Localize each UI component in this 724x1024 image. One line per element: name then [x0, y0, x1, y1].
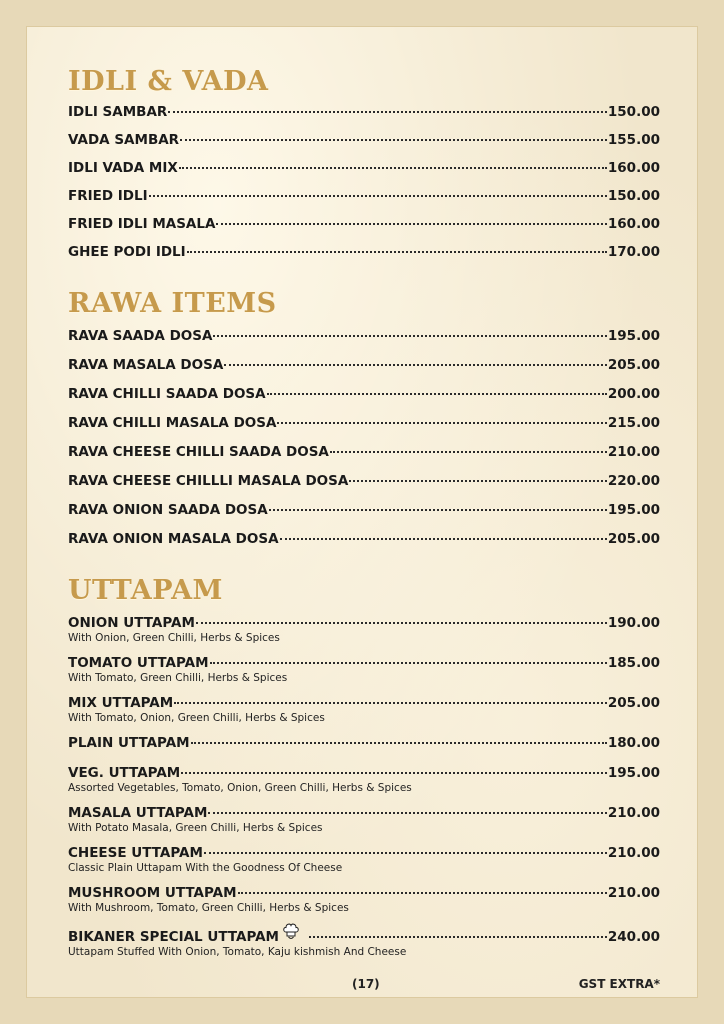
item-name: RAVA ONION MASALA DOSA	[68, 531, 279, 547]
leader-dots	[210, 662, 607, 664]
leader-dots	[168, 111, 607, 113]
item-price: 200.00	[607, 386, 660, 402]
item-name: MIX UTTAPAM	[68, 695, 174, 711]
menu-item	[68, 502, 660, 531]
leader-dots	[224, 364, 607, 366]
item-price: 155.00	[607, 132, 660, 148]
leader-dots	[309, 936, 607, 938]
item-price: 185.00	[607, 655, 660, 671]
item-name: VADA SAMBAR	[68, 132, 180, 148]
leader-dots	[174, 702, 607, 704]
menu-item	[68, 735, 660, 765]
item-price: 210.00	[607, 805, 660, 821]
leader-dots	[179, 167, 607, 169]
item-name: PLAIN UTTAPAM	[68, 735, 190, 751]
section-title: IDLI & VADA	[68, 66, 269, 97]
leader-dots	[269, 509, 607, 511]
menu-item	[68, 328, 660, 357]
section-title: RAWA ITEMS	[68, 288, 277, 319]
item-price: 205.00	[607, 695, 660, 711]
leader-dots	[213, 335, 606, 337]
menu-item	[68, 444, 660, 473]
item-description: With Tomato, Onion, Green Chilli, Herbs & Spices	[68, 712, 325, 724]
item-price: 150.00	[607, 188, 660, 204]
item-name: VEG. UTTAPAM	[68, 765, 181, 781]
item-price: 220.00	[607, 473, 660, 489]
menu-item	[68, 845, 660, 885]
item-price: 205.00	[607, 357, 660, 373]
menu-item	[68, 473, 660, 502]
item-name: RAVA CHEESE CHILLLI MASALA DOSA	[68, 473, 349, 489]
item-description: Assorted Vegetables, Tomato, Onion, Green Chilli, Herbs & Spices	[68, 782, 412, 794]
item-price: 195.00	[607, 765, 660, 781]
menu-content	[68, 62, 660, 957]
item-name: FRIED IDLI MASALA	[68, 216, 216, 232]
item-description: With Onion, Green Chilli, Herbs & Spices	[68, 632, 280, 644]
menu-item	[68, 655, 660, 695]
leader-dots	[238, 892, 607, 894]
item-name: RAVA ONION SAADA DOSA	[68, 502, 268, 518]
item-price: 195.00	[607, 502, 660, 518]
leader-dots	[191, 742, 607, 744]
item-name: RAVA CHEESE CHILLI SAADA DOSA	[68, 444, 329, 460]
item-description: With Tomato, Green Chilli, Herbs & Spices	[68, 672, 288, 684]
leader-dots	[267, 393, 607, 395]
menu-item	[68, 188, 660, 216]
menu-item	[68, 695, 660, 735]
item-price: 205.00	[607, 531, 660, 547]
item-description: Uttapam Stuffed With Onion, Tomato, Kaju kishmish And Cheese	[68, 946, 407, 958]
section-idli-vada	[68, 62, 660, 272]
item-price: 215.00	[607, 415, 660, 431]
item-name: FRIED IDLI	[68, 188, 148, 204]
leader-dots	[204, 852, 607, 854]
item-name: RAVA SAADA DOSA	[68, 328, 213, 344]
menu-item	[68, 357, 660, 386]
item-price: 180.00	[607, 735, 660, 751]
item-name: RAVA MASALA DOSA	[68, 357, 224, 373]
item-price: 190.00	[607, 615, 660, 631]
item-price: 240.00	[607, 929, 660, 945]
menu-item	[68, 132, 660, 160]
leader-dots	[208, 812, 606, 814]
item-name: GHEE PODI IDLI	[68, 244, 186, 260]
page-number: (17)	[352, 977, 380, 991]
item-price: 160.00	[607, 160, 660, 176]
menu-item	[68, 386, 660, 415]
item-name: IDLI SAMBAR	[68, 104, 168, 120]
item-name: BIKANER SPECIAL UTTAPAM	[68, 929, 279, 945]
leader-dots	[187, 251, 607, 253]
section-title: UTTAPAM	[68, 575, 223, 606]
menu-item	[68, 805, 660, 845]
item-price: 170.00	[607, 244, 660, 260]
item-name: MASALA UTTAPAM	[68, 805, 208, 821]
item-name: IDLI VADA MIX	[68, 160, 178, 176]
item-name: RAVA CHILLI MASALA DOSA	[68, 415, 277, 431]
item-name: CHEESE UTTAPAM	[68, 845, 203, 861]
item-name: ONION UTTAPAM	[68, 615, 195, 631]
leader-dots	[196, 622, 607, 624]
leader-dots	[349, 480, 607, 482]
item-description: With Mushroom, Tomato, Green Chilli, Herbs & Spices	[68, 902, 349, 914]
item-name: TOMATO UTTAPAM	[68, 655, 209, 671]
item-price: 210.00	[607, 885, 660, 901]
item-price: 195.00	[607, 328, 660, 344]
item-price: 210.00	[607, 845, 660, 861]
gst-note: GST EXTRA*	[578, 977, 660, 991]
menu-item	[68, 104, 660, 132]
item-name: RAVA CHILLI SAADA DOSA	[68, 386, 266, 402]
menu-item	[68, 415, 660, 444]
leader-dots	[280, 538, 607, 540]
menu-item	[68, 216, 660, 244]
section-rawa-items	[68, 284, 660, 560]
item-name: MUSHROOM UTTAPAM	[68, 885, 237, 901]
menu-item	[68, 615, 660, 655]
chef-hat-icon	[283, 923, 299, 941]
menu-item	[68, 244, 660, 272]
item-price: 160.00	[607, 216, 660, 232]
leader-dots	[277, 422, 606, 424]
menu-item	[68, 885, 660, 923]
menu-item	[68, 923, 660, 957]
leader-dots	[149, 195, 607, 197]
menu-item	[68, 160, 660, 188]
section-uttapam	[68, 571, 660, 957]
menu-item	[68, 531, 660, 560]
item-description: Classic Plain Uttapam With the Goodness Of Cheese	[68, 862, 343, 874]
leader-dots	[181, 772, 607, 774]
item-price: 150.00	[607, 104, 660, 120]
menu-item	[68, 765, 660, 805]
leader-dots	[180, 139, 607, 141]
leader-dots	[216, 223, 606, 225]
item-description: With Potato Masala, Green Chilli, Herbs & Spices	[68, 822, 323, 834]
leader-dots	[330, 451, 607, 453]
item-price: 210.00	[607, 444, 660, 460]
